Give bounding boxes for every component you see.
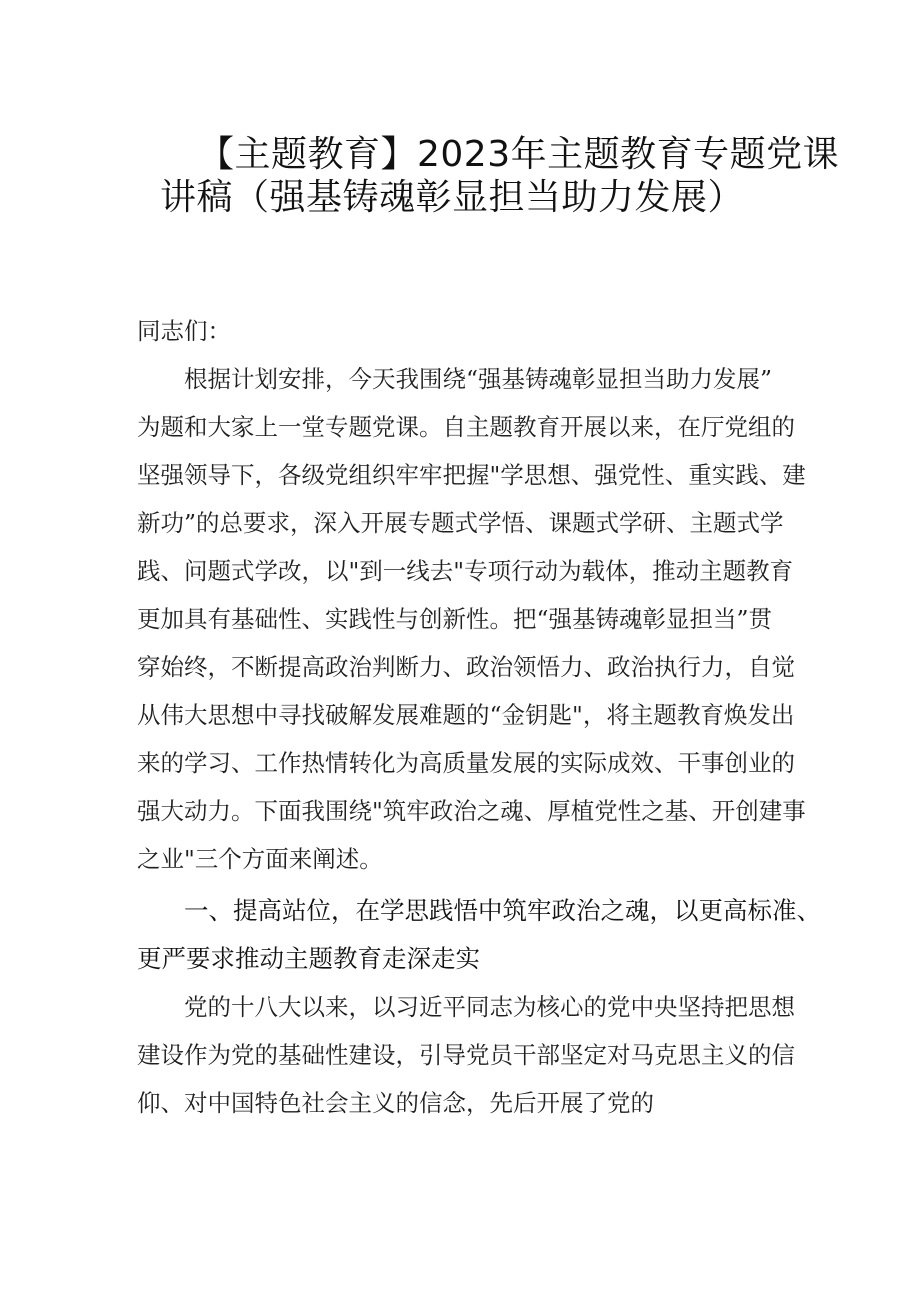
document-title-line-1: 【主题教育】2023年主题教育专题党课: [198, 134, 840, 175]
salutation: 同志们：: [137, 317, 231, 345]
paragraph-2-line: 建设作为党的基础性建设，引导党员干部坚定对马克思主义的信: [137, 1041, 795, 1069]
section-heading-1-line: 更严要求推动主题教育走深走实: [137, 944, 480, 973]
paragraph-1-line: 更加具有基础性、实践性与创新性。把“强基铸魂彰显担当”贯: [137, 605, 773, 633]
paragraph-2-line: 党的十八大以来，以习近平同志为核心的党中央坚持把思想: [184, 993, 795, 1021]
paragraph-1-line: 坚强领导下，各级党组织牢牢把握"学思想、强党性、重实践、建: [137, 461, 806, 489]
paragraph-1-line: 新功”的总要求，深入开展专题式学悟、课题式学研、主题式学: [137, 509, 784, 537]
document-title-line-2: 讲稿（强基铸魂彰显担当助力发展）: [160, 177, 745, 218]
paragraph-1-line: 穿始终，不断提高政治判断力、政治领悟力、政治执行力，自觉: [137, 653, 795, 681]
paragraph-1-line: 之业"三个方面来阐述。: [137, 845, 383, 873]
paragraph-1-line: 践、问题式学改，以"到一线去"专项行动为载体，推动主题教育: [137, 557, 794, 585]
paragraph-2-line: 仰、对中国特色社会主义的信念，先后开展了党的: [137, 1089, 654, 1117]
section-heading-1-line: 一、提高站位，在学思践悟中筑牢政治之魂，以更高标准、: [184, 896, 821, 925]
paragraph-1-line: 为题和大家上一堂专题党课。自主题教育开展以来，在厅党组的: [137, 413, 795, 441]
paragraph-1-line: 根据计划安排，今天我围绕“强基铸魂彰显担当助力发展”: [184, 365, 773, 393]
paragraph-1-line: 强大动力。下面我围绕"筑牢政治之魂、厚植党性之基、开创建事: [137, 797, 806, 825]
paragraph-1-line: 来的学习、工作热情转化为高质量发展的实际成效、干事创业的: [137, 749, 795, 777]
paragraph-1-line: 从伟大思想中寻找破解发展难题的“金钥匙"，将主题教育焕发出: [137, 701, 795, 729]
